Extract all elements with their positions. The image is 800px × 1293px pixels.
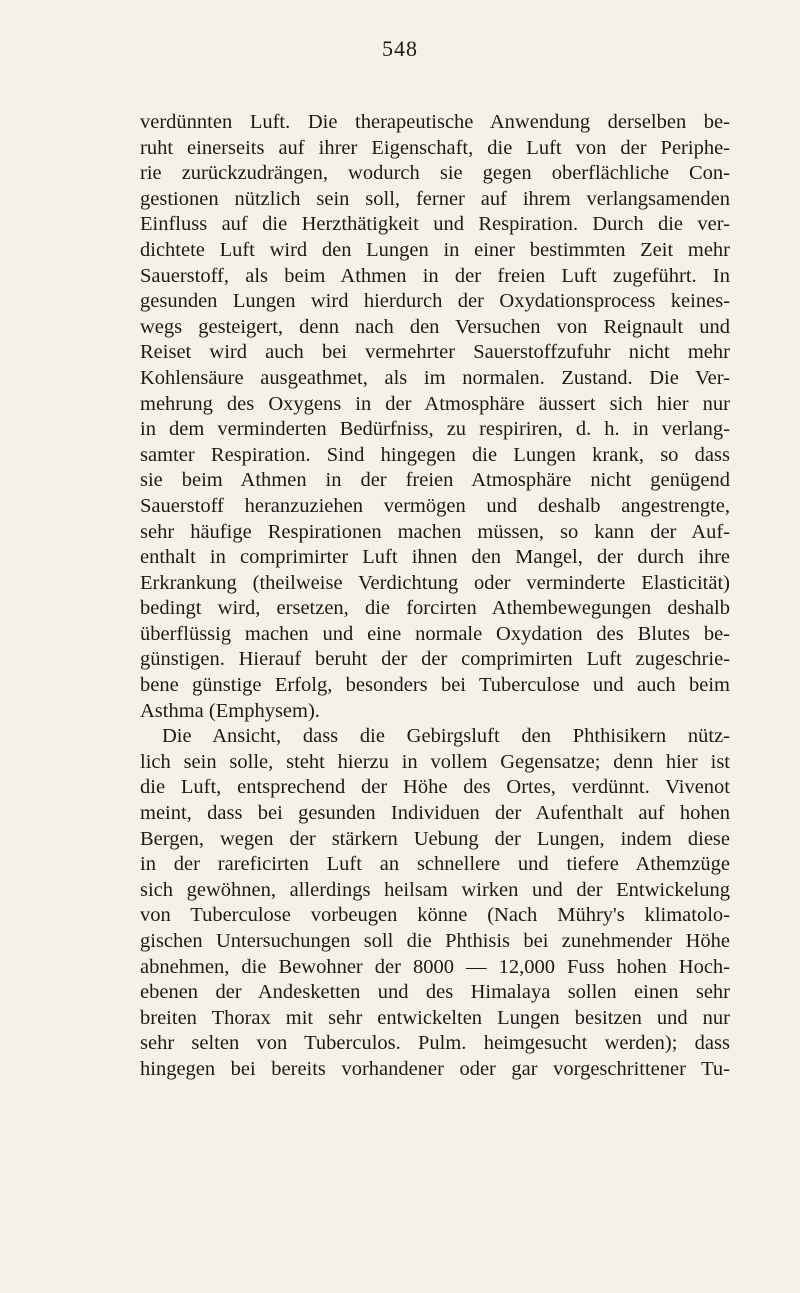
text-line: mehrung des Oxygens in der Atmosphäre äussert sich hier nur: [140, 392, 730, 415]
text-line: Sauerstoff, als beim Athmen in der freien Luft zugeführt. In: [140, 264, 730, 287]
text-line: hingegen bei bereits vorhandener oder gar vorgeschrittener Tu-: [140, 1057, 730, 1080]
text-line: sehr häufige Respirationen machen müssen, so kann der Auf-: [140, 520, 730, 543]
text-line: bene günstige Erfolg, besonders bei Tuberculose und auch beim: [140, 674, 730, 697]
text-line: Reiset wird auch bei vermehrter Sauerstoffzufuhr nicht mehr: [140, 341, 730, 364]
text-line: sehr selten von Tuberculos. Pulm. heimgesucht werden); dass: [140, 1032, 730, 1055]
text-line: Sauerstoff heranzuziehen vermögen und deshalb angestrengte,: [140, 494, 730, 517]
text-line: lich sein solle, steht hierzu in vollem Gegensatze; denn hier ist: [140, 750, 730, 773]
text-line: meint, dass bei gesunden Individuen der Aufenthalt auf hohen: [140, 802, 730, 825]
text-line: wegs gesteigert, denn nach den Versuchen von Reignault und: [140, 315, 730, 338]
text-line: bedingt wird, ersetzen, die forcirten Athembewegungen deshalb: [140, 597, 730, 620]
text-line: samter Respiration. Sind hingegen die Lungen krank, so dass: [140, 443, 730, 466]
text-line: gischen Untersuchungen soll die Phthisis bei zunehmender Höhe: [140, 930, 730, 952]
text-line: in dem verminderten Bedürfniss, zu respiriren, d. h. in verlang-: [140, 418, 730, 441]
text-line: Bergen, wegen der stärkern Uebung der Lungen, indem diese: [140, 827, 730, 850]
text-line: Erkrankung (theilweise Verdichtung oder verminderte Elasticität): [140, 571, 730, 594]
body-text: [140, 110, 730, 1083]
page-number: 548: [382, 36, 418, 61]
text-line: dichtete Luft wird den Lungen in einer bestimmten Zeit mehr: [140, 238, 730, 261]
text-line: sich gewöhnen, allerdings heilsam wirken und der Entwickelung: [140, 878, 730, 901]
text-line: ruht einerseits auf ihrer Eigenschaft, die Luft von der Periphe-: [140, 136, 730, 159]
text-line: gesunden Lungen wird hierdurch der Oxydationsprocess keines-: [140, 290, 730, 313]
text-line: günstigen. Hierauf beruht der der comprimirten Luft zugeschrie-: [140, 648, 730, 671]
text-line: enthalt in comprimirter Luft ihnen den Mangel, der durch ihre: [140, 546, 730, 569]
text-line: rie zurückzudrängen, wodurch sie gegen oberflächliche Con-: [140, 162, 730, 185]
text-line: die Luft, entsprechend der Höhe des Ortes, verdünnt. Vivenot: [140, 776, 730, 799]
text-line: von Tuberculose vorbeugen könne (Nach Mühry's klimatolo-: [140, 904, 730, 927]
text-line: sie beim Athmen in der freien Atmosphäre nicht genügend: [140, 469, 730, 492]
text-line: breiten Thorax mit sehr entwickelten Lungen besitzen und nur: [140, 1006, 730, 1029]
text-line: gestionen nützlich sein soll, ferner auf ihrem verlangsamenden: [140, 187, 730, 210]
text-line: abnehmen, die Bewohner der 8000 — 12,000 Fuss hohen Hoch-: [140, 955, 730, 978]
text-line: überflüssig machen und eine normale Oxydation des Blutes be-: [140, 622, 730, 645]
text-line: Einfluss auf die Herzthätigkeit und Respiration. Durch die ver-: [140, 213, 730, 236]
text-line: Die Ansicht, dass die Gebirgsluft den Phthisikern nütz-: [162, 725, 730, 748]
text-line: in der rareficirten Luft an schnellere und tiefere Athemzüge: [140, 853, 730, 876]
text-line: Asthma (Emphysem).: [140, 699, 320, 722]
text-line: verdünnten Luft. Die therapeutische Anwendung derselben be-: [140, 111, 730, 133]
text-line: ebenen der Andesketten und des Himalaya sollen einen sehr: [140, 981, 730, 1004]
text-line: Kohlensäure ausgeathmet, als im normalen. Zustand. Die Ver-: [140, 366, 730, 389]
